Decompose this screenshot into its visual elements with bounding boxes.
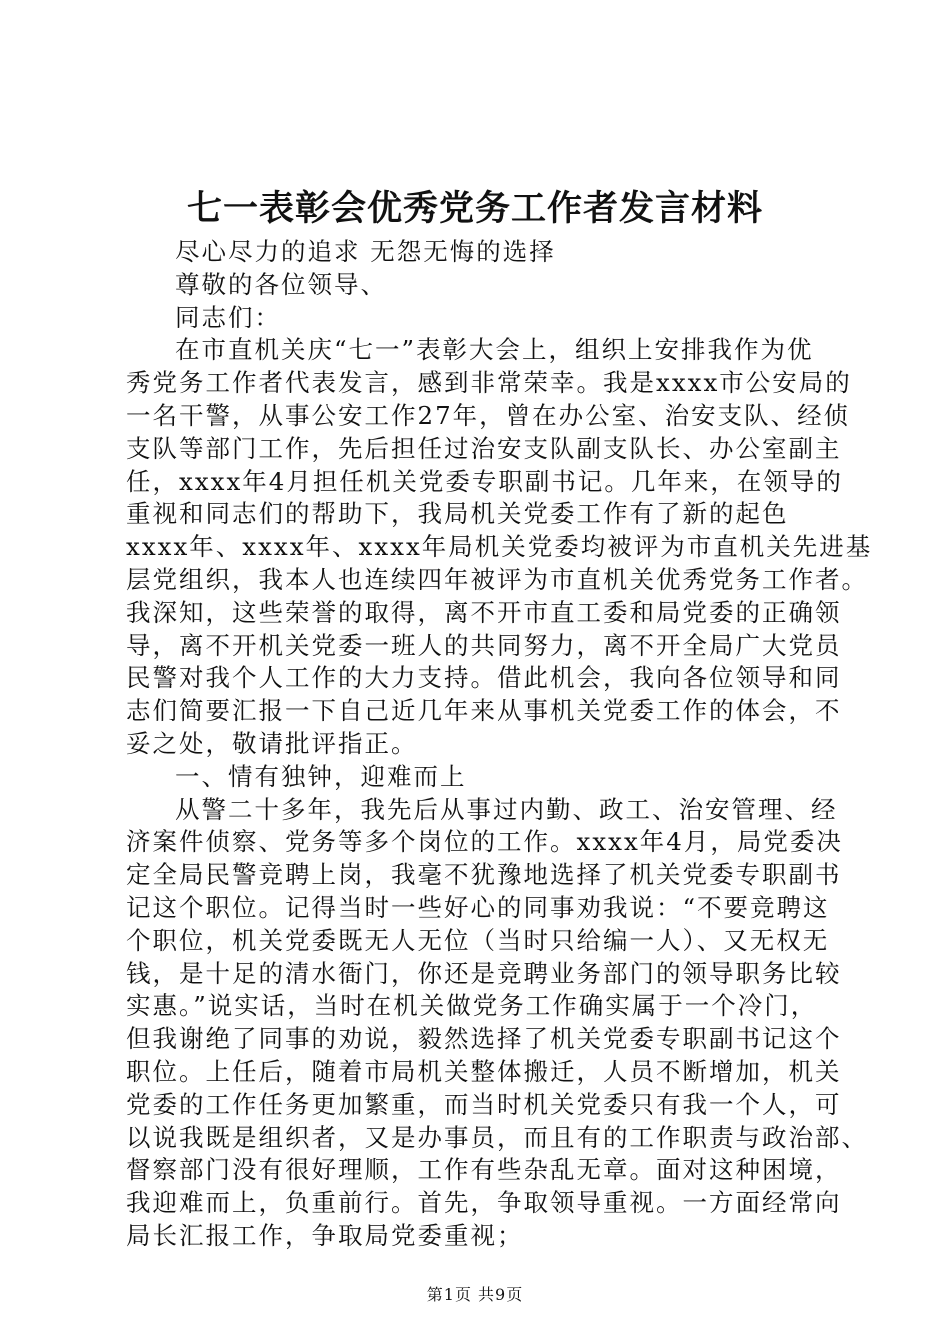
text-line: 督察部门没有很好理顺，工作有些杂乱无章。面对这种困境， bbox=[126, 1155, 842, 1185]
text-line: 志们简要汇报一下自己近几年来从事机关党委工作的体会，不 bbox=[126, 696, 842, 726]
text-line: 一、情有独钟，迎难而上 bbox=[175, 761, 467, 791]
text-line: 实惠。”说实话，当时在机关做党务工作确实属于一个冷门， bbox=[126, 991, 818, 1021]
text-line: 尊敬的各位领导、 bbox=[175, 269, 387, 299]
text-line: 秀党务工作者代表发言，感到非常荣幸。我是xxxx市公安局的 bbox=[126, 368, 852, 398]
text-line: 钱，是十足的清水衙门，你还是竞聘业务部门的领导职务比较 bbox=[126, 958, 842, 988]
text-line: 从警二十多年，我先后从事过内勤、政工、治安管理、经 bbox=[175, 794, 838, 824]
text-line: 以说我既是组织者，又是办事员，而且有的工作职责与政治部、 bbox=[126, 1122, 868, 1152]
text-line: 定全局民警竞聘上岗，我毫不犹豫地选择了机关党委专职副书 bbox=[126, 860, 842, 890]
text-line: 尽心尽力的追求 无怨无悔的选择 bbox=[175, 237, 556, 266]
text-line: 同志们： bbox=[175, 302, 281, 332]
text-line: 但我谢绝了同事的劝说，毅然选择了机关党委专职副书记这个 bbox=[126, 1024, 842, 1054]
text-line: 重视和同志们的帮助下，我局机关党委工作有了新的起色 bbox=[126, 499, 789, 529]
text-line: 党委的工作任务更加繁重，而当时机关党委只有我一个人，可 bbox=[126, 1089, 842, 1119]
text-line: 职位。上任后，随着市局机关整体搬迁，人员不断增加，机关 bbox=[126, 1056, 842, 1086]
document-body bbox=[126, 236, 873, 1253]
page-footer: 第1页 共9页 bbox=[426, 1285, 524, 1304]
text-line: 个职位，机关党委既无人无位（当时只给编一人）、又无权无 bbox=[126, 925, 830, 955]
document-title: 七一表彰会优秀党务工作者发言材料 bbox=[186, 188, 763, 229]
text-line: 记这个职位。记得当时一些好心的同事劝我说：“不要竞聘这 bbox=[126, 892, 830, 922]
text-line: 我迎难而上，负重前行。首先，争取领导重视。一方面经常向 bbox=[126, 1188, 842, 1218]
text-line: 济案件侦察、党务等多个岗位的工作。xxxx年4月，局党委决 bbox=[126, 827, 843, 857]
text-line: 导，离不开机关党委一班人的共同努力，离不开全局广大党员 bbox=[126, 630, 842, 660]
text-line: xxxx年、xxxx年、xxxx年局机关党委均被评为市直机关先进基 bbox=[126, 532, 873, 562]
text-line: 我深知，这些荣誉的取得，离不开市直工委和局党委的正确领 bbox=[126, 597, 842, 627]
text-line: 民警对我个人工作的大力支持。借此机会，我向各位领导和同 bbox=[126, 663, 842, 693]
text-line: 一名干警，从事公安工作27年，曾在办公室、治安支队、经侦 bbox=[126, 400, 851, 430]
text-line: 妥之处，敬请批评指正。 bbox=[126, 728, 418, 758]
text-line: 层党组织，我本人也连续四年被评为市直机关优秀党务工作者。 bbox=[126, 564, 868, 594]
text-line: 支队等部门工作，先后担任过治安支队副支队长、办公室副主 bbox=[126, 433, 842, 463]
text-line: 在市直机关庆“七一”表彰大会上，组织上安排我作为优 bbox=[175, 335, 814, 365]
text-line: 任，xxxx年4月担任机关党委专职副书记。几年来，在领导的 bbox=[126, 466, 843, 496]
text-line: 局长汇报工作，争取局党委重视； bbox=[126, 1220, 524, 1250]
